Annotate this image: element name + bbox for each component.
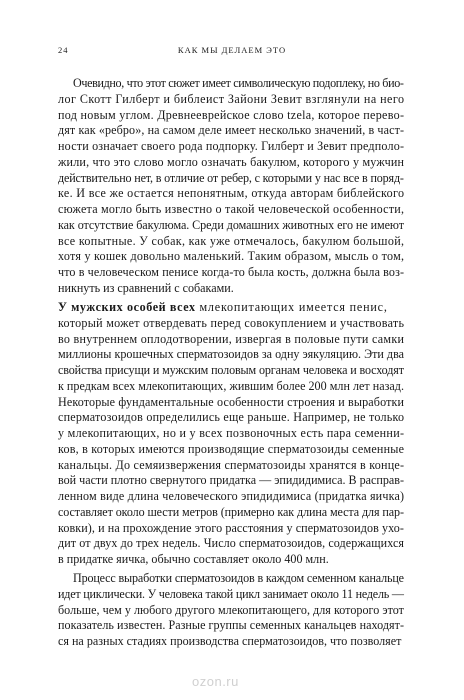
text-line: канальцы. До семяизвержения сперматозоиды хранятся в конце- xyxy=(58,457,405,472)
text-line: вой части плотно свернутого придатка — эпидидимиса. В расправ- xyxy=(58,473,404,488)
text-line: дят как «ребро», на самом деле имеет несколько значений, в част- xyxy=(58,123,405,138)
text-line: к предкам всех млекопитающих, жившим более 200 млн лет назад. xyxy=(58,378,405,393)
text-line: сперматозоидов определились еще раньше. Например, не только xyxy=(58,410,405,425)
text-line: все копытные. У собак, как уже отмечалось, бакулюм большой, xyxy=(58,233,405,248)
text-line: составляет около шести метров (примерно как длина места для пар- xyxy=(58,504,404,519)
paragraph-3 xyxy=(58,571,404,650)
text-line: сюжета могло быть известно о такой человеческой особенности, xyxy=(58,202,405,216)
paragraph-1 xyxy=(58,76,404,297)
text-line: во внутреннем оплодотворении, извергая в половые пути самки xyxy=(58,331,405,346)
text-line: Очевидно, что этот сюжет имеет символическую подоплеку, но био- xyxy=(73,76,404,90)
text-line: жили, что это слово могло означать бакулюм, которого у мужчин xyxy=(58,154,405,169)
text-line: ленном виде длина человеческого эпидидимиса (придатка яичка) xyxy=(58,489,405,503)
text-line: Некоторые фундаментальные особенности строения и выработки xyxy=(58,394,405,409)
text-line: ности означает своего рода подпорку. Гилберт и Зевит предполо- xyxy=(58,139,405,153)
text-line: идет циклически. У человека такой цикл занимает около 11 недель — xyxy=(58,586,404,601)
text-line: ковки), и на прохождение этого расстояния у сперматозоидов ухо- xyxy=(58,520,405,535)
text-line: показатель известен. Разные группы семенных канальцев находят- xyxy=(58,618,405,633)
text-line: Процесс выработки сперматозоидов в каждом семенном канальце xyxy=(73,571,404,585)
running-title: КАК МЫ ДЕЛАЕМ ЭТО xyxy=(177,45,287,55)
text-line: как отсутствие бакулюма. Среди домашних животных его не имеют xyxy=(58,217,404,232)
text-line: хотя у кошек довольно маленький. Таким образом, мысль о том, xyxy=(58,249,405,264)
text-line: никнуть из сравнений с собаками. xyxy=(58,280,234,295)
text-line: миллионы крошечных сперматозоидов за одну эякуляцию. Эти два xyxy=(58,347,405,362)
text-line: в придатке яичка, обычно составляет около 400 млн. xyxy=(58,552,329,566)
text-line: что в человеческом пенисе когда-то была кость, должна была воз- xyxy=(58,265,405,279)
text-line: у млекопитающих, но и у всех позвоночных есть пара семенни- xyxy=(58,426,405,440)
text-line: ся на разных стадиях производства сперматозоидов, что позволяет xyxy=(58,634,402,648)
paragraph-2 xyxy=(58,300,404,568)
text-line-first xyxy=(58,300,404,316)
text-line: дит от двух до трех недель. Число сперматозоидов, содержащихся xyxy=(58,536,405,551)
text-line: действительно нет, в отличие от ребер, с которыми у нас все в поряд- xyxy=(58,170,404,185)
page-number: 24 xyxy=(58,45,69,55)
text-line: ков, в которых имеются производящие сперматозоиды семенные xyxy=(58,441,405,456)
text-line: который может отвердевать перед совокуплением и участвовать xyxy=(58,315,405,330)
text-line: лог Скотт Гилберт и библеист Зайони Зевит взглянули на него xyxy=(58,91,405,106)
text-fragment: млекопитающих имеется пенис, xyxy=(195,300,388,314)
text-line: под новым углом. Древнееврейское слово tzela, которое перево- xyxy=(58,107,405,122)
page-header xyxy=(58,45,406,59)
text-line: больше, чем у любого другого млекопитающего, для которого этот xyxy=(58,602,405,617)
ozon-watermark: ozon.ru xyxy=(192,674,239,689)
text-line: ке. И все же остается непонятным, откуда авторам библейского xyxy=(58,186,405,201)
text-line: свойства присущи и мужским половым органам человека и восходят xyxy=(58,363,404,377)
section-lead-in: У мужских особей всех xyxy=(58,300,196,314)
